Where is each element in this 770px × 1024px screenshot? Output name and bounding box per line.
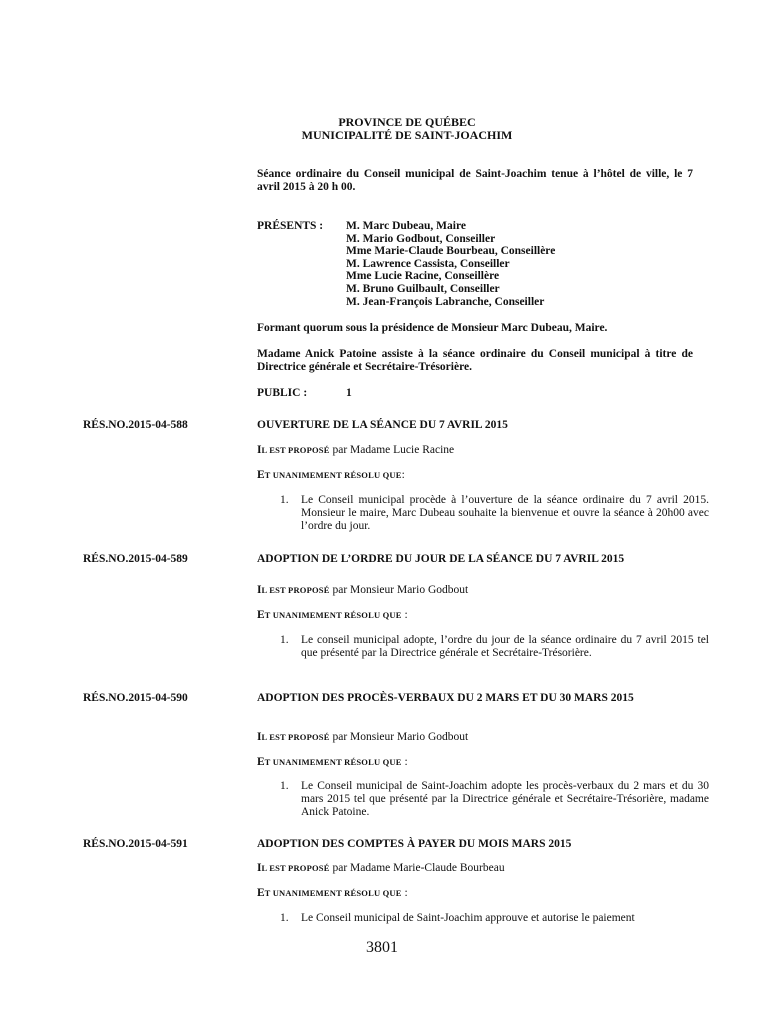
item-number: 1. xyxy=(280,494,289,506)
resolution-title: ADOPTION DES COMPTES À PAYER DU MOIS MARS 2015 xyxy=(257,838,572,850)
secretary-statement: Madame Anick Patoine assiste à la séance ordinaire du Conseil municipal à titre de Directrice générale et Secrétaire-Trésorière. xyxy=(257,348,693,373)
proposed-line: IL EST PROPOSÉ par Madame Marie-Claude Bourbeau xyxy=(257,862,505,874)
proposed-line: IL EST PROPOSÉ par Madame Lucie Racine xyxy=(257,444,455,456)
session-intro: Séance ordinaire du Conseil municipal de Saint-Joachim tenue à l’hôtel de ville, le 7 avril 2015 à 20 h 00. xyxy=(257,168,693,193)
public-label: PUBLIC : xyxy=(257,387,308,399)
municipality-heading: MUNICIPALITÉ DE SAINT-JOACHIM xyxy=(301,128,513,142)
resolution-title: OUVERTURE DE LA SÉANCE DU 7 AVRIL 2015 xyxy=(257,419,508,431)
public-count: 1 xyxy=(346,387,352,399)
item-text: Le Conseil municipal de Saint-Joachim adopte les procès-verbaux du 2 mars et du 30 mars 2015 tel que présenté par la Directrice générale et Secrétaire-Trésorière, madame Anick Patoine. xyxy=(301,780,709,818)
item-number: 1. xyxy=(280,780,289,792)
resolution-number: RÉS.NO.2015-04-591 xyxy=(83,838,188,850)
resolution-number: RÉS.NO.2015-04-590 xyxy=(83,692,188,704)
member-item: M. Mario Godbout, Conseiller xyxy=(346,232,496,245)
proposed-line: IL EST PROPOSÉ par Monsieur Mario Godbout xyxy=(257,731,469,743)
resolution-number: RÉS.NO.2015-04-589 xyxy=(83,553,188,565)
resolved-line: ET UNANIMEMENT RÉSOLU QUE: xyxy=(257,469,405,481)
quorum-statement: Formant quorum sous la présidence de Monsieur Marc Dubeau, Maire. xyxy=(257,322,608,334)
members-list xyxy=(346,220,706,308)
member-item: M. Lawrence Cassista, Conseiller xyxy=(346,257,510,270)
presents-label: PRÉSENTS : xyxy=(257,220,324,232)
item-number: 1. xyxy=(280,634,289,646)
resolution-title: ADOPTION DES PROCÈS-VERBAUX DU 2 MARS ET DU 30 MARS 2015 xyxy=(257,692,634,704)
proposed-line: IL EST PROPOSÉ par Monsieur Mario Godbout xyxy=(257,584,469,596)
page-number: 3801 xyxy=(366,939,398,956)
member-item: M. Jean-François Labranche, Conseiller xyxy=(346,295,545,308)
item-text: Le Conseil municipal procède à l’ouverture de la séance ordinaire du 7 avril 2015. Monsieur le maire, Marc Dubeau souhaite la bienvenue et ouvre la séance à 20h00 avec l’ordre du jour. xyxy=(301,494,709,532)
resolved-line: ET UNANIMEMENT RÉSOLU QUE : xyxy=(257,609,408,621)
member-item: Mme Lucie Racine, Conseillère xyxy=(346,270,500,283)
member-item: M. Marc Dubeau, Maire xyxy=(346,220,466,232)
resolution-number: RÉS.NO.2015-04-588 xyxy=(83,419,188,431)
province-heading: PROVINCE DE QUÉBEC xyxy=(338,115,476,129)
item-text: Le Conseil municipal de Saint-Joachim approuve et autorise le paiement xyxy=(301,912,635,924)
item-number: 1. xyxy=(280,912,289,924)
resolved-line: ET UNANIMEMENT RÉSOLU QUE : xyxy=(257,887,408,899)
member-item: M. Bruno Guilbault, Conseiller xyxy=(346,282,500,295)
resolved-line: ET UNANIMEMENT RÉSOLU QUE : xyxy=(257,756,408,768)
resolution-title: ADOPTION DE L’ORDRE DU JOUR DE LA SÉANCE DU 7 AVRIL 2015 xyxy=(257,553,625,565)
member-item: Mme Marie-Claude Bourbeau, Conseillère xyxy=(346,245,556,258)
item-text: Le conseil municipal adopte, l’ordre du jour de la séance ordinaire du 7 avril 2015 tel que présenté par la Directrice générale et Secrétaire-Trésorière. xyxy=(301,634,709,659)
